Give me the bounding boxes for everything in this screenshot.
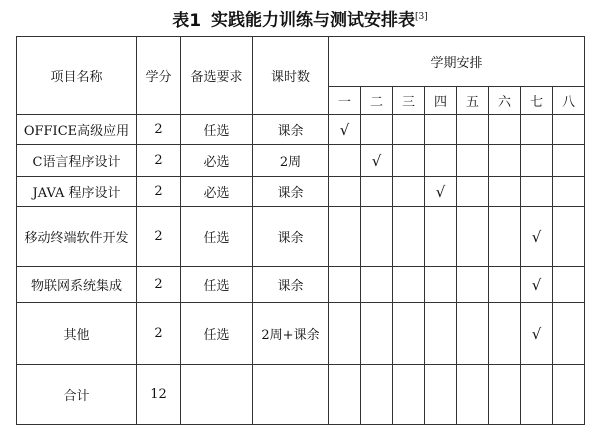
item-name-cell: JAVA 程序设计 <box>17 177 137 207</box>
total-label: 合计 <box>17 365 137 425</box>
check-mark-icon: √ <box>435 182 446 201</box>
hours-cell: 课余 <box>253 177 329 207</box>
semester-cell-1 <box>329 177 361 207</box>
semester-header-2: 二 <box>361 87 393 115</box>
semester-cell-8 <box>553 115 585 145</box>
table-row <box>17 267 585 303</box>
semester-cell-7 <box>521 145 553 177</box>
semester-header-4: 四 <box>425 87 457 115</box>
check-mark-icon: √ <box>531 324 542 343</box>
credits-cell: 2 <box>137 303 181 365</box>
semester-cell-4 <box>425 145 457 177</box>
semester-cell-5 <box>457 177 489 207</box>
total-semester-cell-4 <box>425 365 457 425</box>
semester-cell-2 <box>361 145 393 177</box>
semester-cell-1 <box>329 115 361 145</box>
caption-citation: [3] <box>415 12 428 22</box>
schedule-table <box>16 36 585 425</box>
header-row <box>17 37 585 87</box>
credits-cell: 2 <box>137 177 181 207</box>
header-item-name: 项目名称 <box>17 37 137 115</box>
semester-cell-6 <box>489 177 521 207</box>
credits-cell: 2 <box>137 145 181 177</box>
semester-header-8: 八 <box>553 87 585 115</box>
table-caption <box>0 4 600 30</box>
semester-cell-8 <box>553 207 585 267</box>
total-credits: 12 <box>137 365 181 425</box>
semester-cell-3 <box>393 177 425 207</box>
semester-cell-8 <box>553 303 585 365</box>
total-semester-cell-3 <box>393 365 425 425</box>
check-mark-icon: √ <box>339 120 350 139</box>
semester-cell-8 <box>553 177 585 207</box>
semester-cell-1 <box>329 267 361 303</box>
semester-cell-3 <box>393 303 425 365</box>
elective-cell: 必选 <box>181 177 253 207</box>
semester-cell-6 <box>489 115 521 145</box>
table-row <box>17 177 585 207</box>
total-semester-cell-7 <box>521 365 553 425</box>
item-name-cell: 物联网系统集成 <box>17 267 137 303</box>
semester-cell-2 <box>361 115 393 145</box>
semester-header-3: 三 <box>393 87 425 115</box>
item-name-cell: 移动终端软件开发 <box>17 207 137 267</box>
hours-cell: 2周 <box>253 145 329 177</box>
semester-cell-6 <box>489 267 521 303</box>
semester-cell-8 <box>553 145 585 177</box>
credits-cell: 2 <box>137 115 181 145</box>
semester-header-6: 六 <box>489 87 521 115</box>
total-hours-cell <box>253 365 329 425</box>
elective-cell: 任选 <box>181 115 253 145</box>
total-semester-cell-6 <box>489 365 521 425</box>
semester-cell-5 <box>457 115 489 145</box>
total-semester-cell-8 <box>553 365 585 425</box>
table-row <box>17 115 585 145</box>
hours-cell: 2周+课余 <box>253 303 329 365</box>
semester-cell-7 <box>521 303 553 365</box>
total-semester-cell-1 <box>329 365 361 425</box>
semester-cell-4 <box>425 267 457 303</box>
semester-cell-2 <box>361 207 393 267</box>
table-row <box>17 303 585 365</box>
total-semester-cell-2 <box>361 365 393 425</box>
semester-cell-1 <box>329 145 361 177</box>
semester-cell-6 <box>489 145 521 177</box>
hours-cell: 课余 <box>253 115 329 145</box>
semester-cell-5 <box>457 145 489 177</box>
item-name-cell: OFFICE高级应用 <box>17 115 137 145</box>
semester-cell-2 <box>361 267 393 303</box>
semester-cell-2 <box>361 177 393 207</box>
semester-cell-3 <box>393 145 425 177</box>
semester-cell-6 <box>489 303 521 365</box>
table-row <box>17 207 585 267</box>
total-elective-cell <box>181 365 253 425</box>
semester-cell-5 <box>457 267 489 303</box>
header-semester: 学期安排 <box>329 37 585 87</box>
semester-cell-1 <box>329 303 361 365</box>
semester-cell-7 <box>521 267 553 303</box>
semester-cell-8 <box>553 267 585 303</box>
caption-title: 实践能力训练与测试安排表 <box>211 10 416 31</box>
semester-cell-7 <box>521 115 553 145</box>
check-mark-icon: √ <box>531 275 542 294</box>
semester-cell-7 <box>521 177 553 207</box>
item-name-cell: 其他 <box>17 303 137 365</box>
table-row <box>17 145 585 177</box>
caption-number: 表1 <box>172 10 202 31</box>
header-hours: 课时数 <box>253 37 329 115</box>
item-name-cell: C语言程序设计 <box>17 145 137 177</box>
elective-cell: 任选 <box>181 267 253 303</box>
semester-cell-3 <box>393 267 425 303</box>
semester-cell-7 <box>521 207 553 267</box>
semester-header-1: 一 <box>329 87 361 115</box>
elective-cell: 必选 <box>181 145 253 177</box>
semester-cell-2 <box>361 303 393 365</box>
semester-cell-4 <box>425 303 457 365</box>
credits-cell: 2 <box>137 267 181 303</box>
header-credits: 学分 <box>137 37 181 115</box>
semester-cell-5 <box>457 207 489 267</box>
elective-cell: 任选 <box>181 303 253 365</box>
total-semester-cell-5 <box>457 365 489 425</box>
credits-cell: 2 <box>137 207 181 267</box>
semester-cell-4 <box>425 177 457 207</box>
header-elective: 备选要求 <box>181 37 253 115</box>
semester-cell-3 <box>393 115 425 145</box>
semester-cell-3 <box>393 207 425 267</box>
semester-cell-1 <box>329 207 361 267</box>
semester-cell-5 <box>457 303 489 365</box>
total-row <box>17 365 585 425</box>
hours-cell: 课余 <box>253 207 329 267</box>
semester-header-5: 五 <box>457 87 489 115</box>
hours-cell: 课余 <box>253 267 329 303</box>
check-mark-icon: √ <box>531 227 542 246</box>
semester-header-7: 七 <box>521 87 553 115</box>
semester-cell-4 <box>425 115 457 145</box>
semester-cell-4 <box>425 207 457 267</box>
semester-cell-6 <box>489 207 521 267</box>
check-mark-icon: √ <box>371 151 382 170</box>
elective-cell: 任选 <box>181 207 253 267</box>
